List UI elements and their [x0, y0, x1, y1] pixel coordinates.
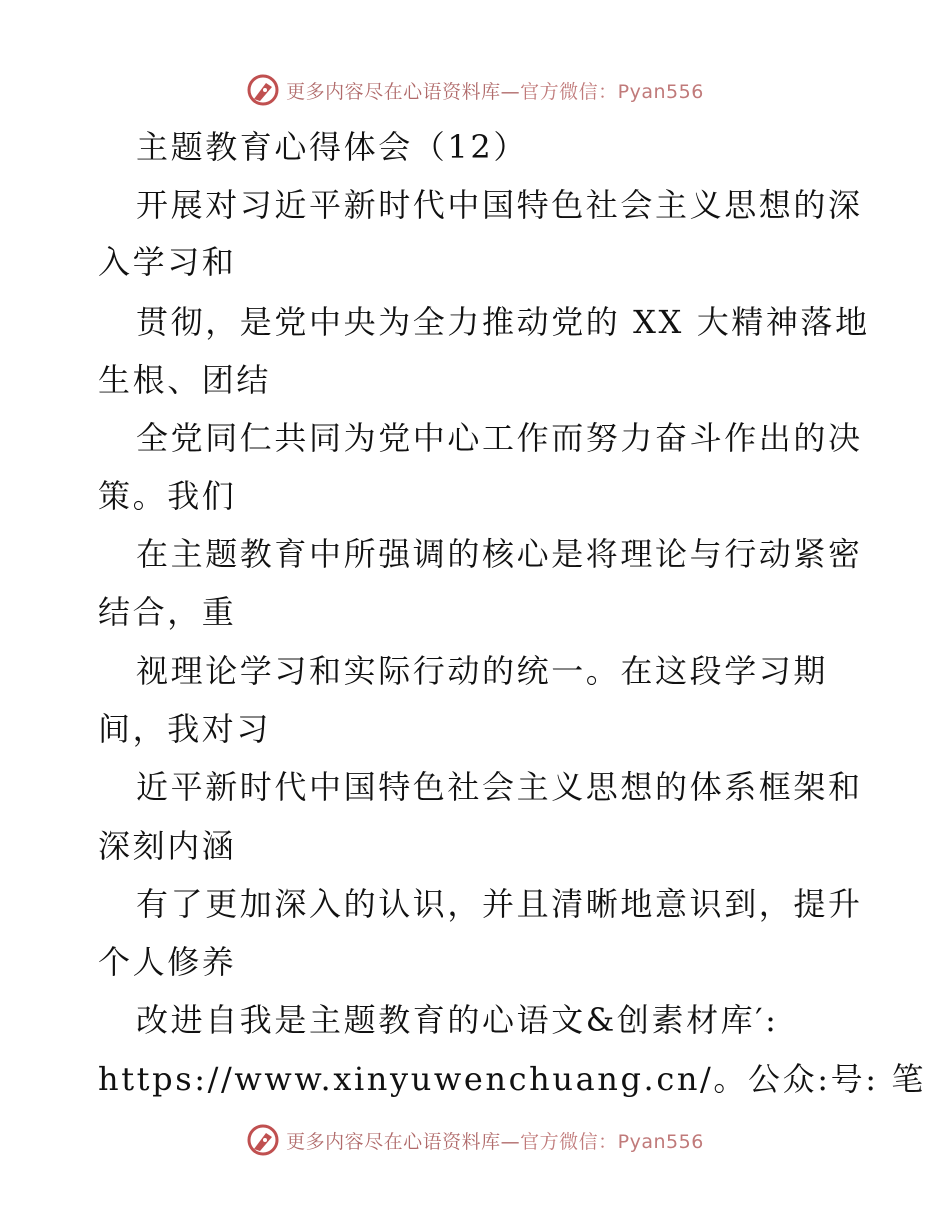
paragraph-line: 入学习和 — [98, 243, 237, 281]
paragraph-line: 间，我对习 — [98, 710, 272, 748]
paragraph-line: 视理论学习和实际行动的统一。在这段学习期 — [136, 652, 829, 690]
paragraph-line: 开展对习近平新时代中国特色社会主义思想的深 — [136, 186, 863, 224]
document-title: 主题教育心得体会（12） — [136, 128, 528, 166]
paragraph-line: 有了更加深入的认识，并且清晰地意识到，提升 — [136, 885, 863, 923]
paragraph-line: 近平新时代中国特色社会主义思想的体系框架和 — [136, 768, 863, 806]
paragraph-line: 深刻内涵 — [98, 827, 237, 865]
paragraph-line: 个人修养 — [98, 943, 237, 981]
paragraph-line: 生根、团结 — [98, 361, 272, 399]
watermark-banner-bottom — [0, 1120, 950, 1160]
paragraph-line: 全党同仁共同为党中心工作而努力奋斗作出的决 — [136, 419, 863, 457]
watermark-text: 更多内容尽在心语资料库—官方微信：Pyan556 — [286, 1130, 704, 1153]
paragraph-line: 在主题教育中所强调的核心是将理论与行动紧密 — [136, 535, 863, 573]
paragraph-line: 贯彻，是党中央为全力推动党的 XX 大精神落地 — [136, 303, 870, 341]
pen-nib-circle-logo-icon — [246, 1123, 280, 1157]
watermark-text: 更多内容尽在心语资料库—官方微信：Pyan556 — [286, 80, 704, 103]
paragraph-line: https://www.xinyuwenchuang.cn/。公众:号: 笔 — [98, 1060, 926, 1098]
paragraph-line: 策。我们 — [98, 477, 237, 515]
paragraph-line: 结合，重 — [98, 593, 237, 631]
paragraph-line: 改进自我是主题教育的心语文&创素材库′: — [136, 1001, 779, 1039]
